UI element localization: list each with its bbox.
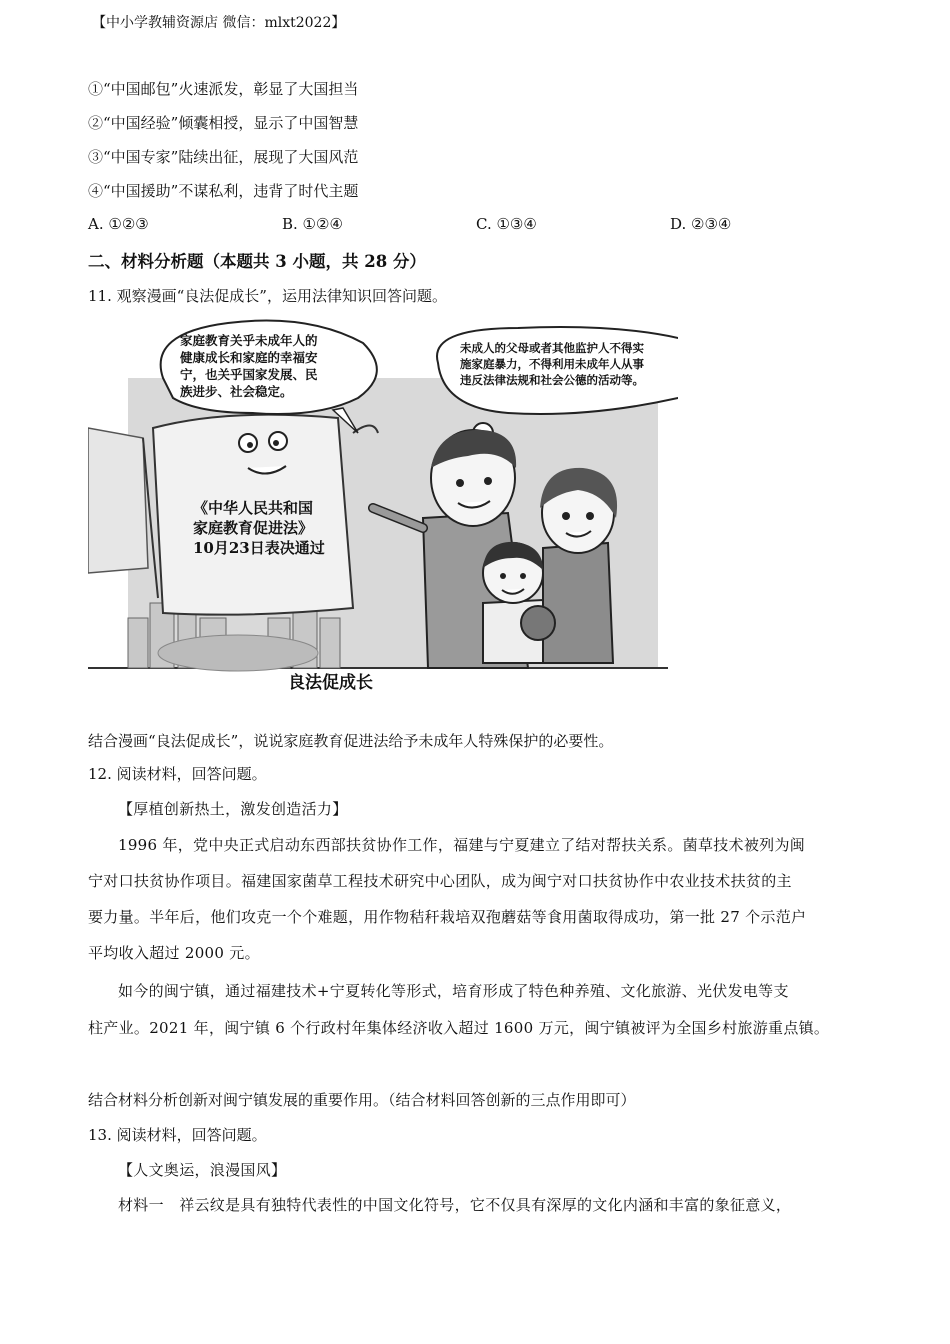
q13-title: 【人文奥运，浪漫国风】 bbox=[118, 1161, 287, 1179]
bubble-right-line-3: 违反法律法规和社会公德的活动等。 bbox=[460, 373, 644, 387]
bubble-left-line-4: 族进步、社会稳定。 bbox=[180, 384, 293, 399]
q12-line-1: 1996 年，党中央正式启动东西部扶贫协作工作，福建与宁夏建立了结对帮扶关系。菌草技术被列为闽 bbox=[118, 836, 806, 854]
q10-option-d: D. ②③④ bbox=[670, 215, 732, 233]
bubble-right-line-2: 施家庭暴力，不得利用未成年人从事 bbox=[460, 357, 644, 371]
q10-item-1: ①“中国邮包”火速派发，彰显了大国担当 bbox=[88, 80, 359, 98]
q11-stem: 11. 观察漫画“良法促成长”，运用法律知识回答问题。 bbox=[88, 287, 447, 305]
q12-question: 结合材料分析创新对闽宁镇发展的重要作用。（结合材料回答创新的三点作用即可） bbox=[88, 1091, 636, 1109]
q10-item-3: ③“中国专家”陆续出征，展现了大国风范 bbox=[88, 148, 359, 166]
bubble-left-line-2: 健康成长和家庭的幸福安 bbox=[180, 350, 318, 365]
q12-line-5: 如今的闽宁镇，通过福建技术+宁夏转化等形式，培育形成了特色种养殖、文化旅游、光伏发电等支 bbox=[118, 982, 789, 1000]
cartoon-caption: 良法促成长 bbox=[288, 673, 373, 693]
q12-line-2: 宁对口扶贫协作项目。福建国家菌草工程技术研究中心团队，成为闽宁对口扶贫协作中农业技术扶贫的主 bbox=[88, 872, 792, 890]
sleeve bbox=[88, 428, 148, 573]
bubble-left-line-1: 家庭教育关乎未成年人的 bbox=[180, 333, 318, 348]
q10-item-2: ②“中国经验”倾囊相授，显示了中国智慧 bbox=[88, 114, 359, 132]
document-line-2: 家庭教育促进法》 bbox=[193, 519, 314, 537]
thought-bubble-right-text bbox=[460, 340, 644, 388]
q12-title: 【厚植创新热土，激发创造活力】 bbox=[118, 800, 348, 818]
q12-line-4: 平均收入超过 2000 元。 bbox=[88, 944, 260, 962]
basketball-icon bbox=[521, 606, 555, 640]
q10-option-c: C. ①③④ bbox=[476, 215, 537, 233]
speech-bubble-left-text bbox=[180, 332, 318, 400]
q13-line-1: 材料一 祥云纹是具有独特代表性的中国文化符号，它不仅具有深厚的文化内涵和丰富的象征意义， bbox=[118, 1196, 792, 1214]
bubble-left-line-3: 宁，也关乎国家发展、民 bbox=[180, 367, 318, 382]
document-line-3: 10月23日表决通过 bbox=[193, 539, 325, 557]
page-header: 【中小学教辅资源店 微信：mlxt2022】 bbox=[92, 15, 346, 31]
q10-option-a: A. ①②③ bbox=[88, 215, 149, 233]
section-title: 二、材料分析题（本题共 3 小题，共 28 分） bbox=[88, 252, 426, 271]
q11-question: 结合漫画“良法促成长”，说说家庭教育促进法给予未成年人特殊保护的必要性。 bbox=[88, 732, 614, 750]
document-line-1: 《中华人民共和国 bbox=[193, 499, 314, 517]
cartoon-illustration bbox=[88, 318, 678, 698]
q12-stem: 12. 阅读材料，回答问题。 bbox=[88, 765, 267, 783]
q10-item-4: ④“中国援助”不谋私利，违背了时代主题 bbox=[88, 182, 359, 200]
q10-option-b: B. ①②④ bbox=[282, 215, 343, 233]
law-document-text bbox=[193, 498, 325, 558]
q12-line-3: 要力量。半年后，他们攻克一个个难题，用作物秸秆栽培双孢蘑菇等食用菌取得成功，第一批 27 个示范户 bbox=[88, 908, 807, 926]
q13-stem: 13. 阅读材料，回答问题。 bbox=[88, 1126, 267, 1144]
q12-line-6: 柱产业。2021 年，闽宁镇 6 个行政村年集体经济收入超过 1600 万元，闽宁镇被评为全国乡村旅游重点镇。 bbox=[88, 1019, 830, 1037]
bubble-right-line-1: 未成人的父母或者其他监护人不得实 bbox=[460, 341, 644, 355]
